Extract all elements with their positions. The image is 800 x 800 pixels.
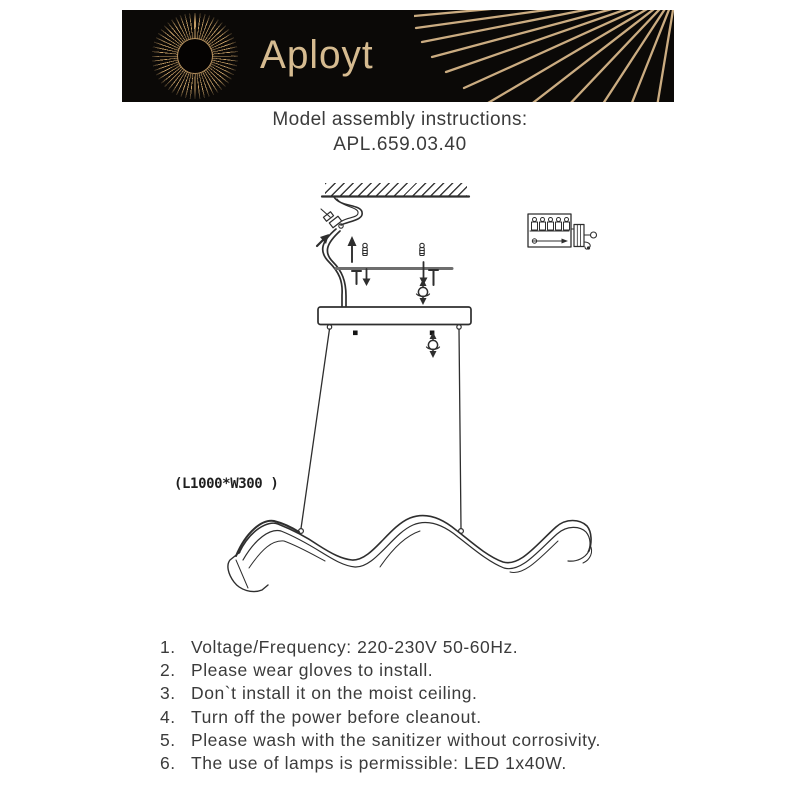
list-item-number: 1. [160,637,176,657]
turnbuckle-icon [417,279,430,305]
dimension-label: (L1000*W300 ) [174,476,279,492]
list-item [160,706,690,729]
turnbuckle-icon [427,332,440,358]
list-item-number: 6. [160,753,176,774]
list-item [160,752,690,775]
list-item-number: 3. [160,683,176,704]
instruction-list [160,636,690,775]
list-item-text: The use of lamps is permissible: LED 1x40W. [191,753,567,774]
up-arrow-icon [348,236,357,262]
screw-icon [420,243,424,255]
wave-shade [228,516,592,592]
suspension-cable-left [299,329,330,533]
suspension-cable-right [459,329,464,533]
list-item-number: 5. [160,729,176,750]
list-item-number: 2. [160,660,176,681]
terminal-block-diagram [528,214,597,250]
list-item [160,659,690,682]
brand-wordmark: Aployt [260,33,374,77]
list-item-number: 4. [160,706,176,727]
list-item-text: Please wear gloves to install. [191,660,434,681]
screw-icon [363,243,367,255]
list-item [160,729,690,752]
list-item-text: Please wash with the sanitizer without corrosivity. [191,729,601,750]
list-item-text: Don`t install it on the moist ceiling. [191,683,478,704]
model-number: APL.659.03.40 [333,134,467,155]
list-item [160,636,690,659]
list-item [160,682,690,705]
list-item-text: Voltage/Frequency: 220-230V 50-60Hz. [191,637,519,657]
power-cable [317,197,362,308]
page-title: Model assembly instructions: [272,109,528,130]
canopy-plate [318,307,471,335]
mounting-bracket [336,262,452,286]
list-item-text: Turn off the power before cleanout. [191,706,482,727]
